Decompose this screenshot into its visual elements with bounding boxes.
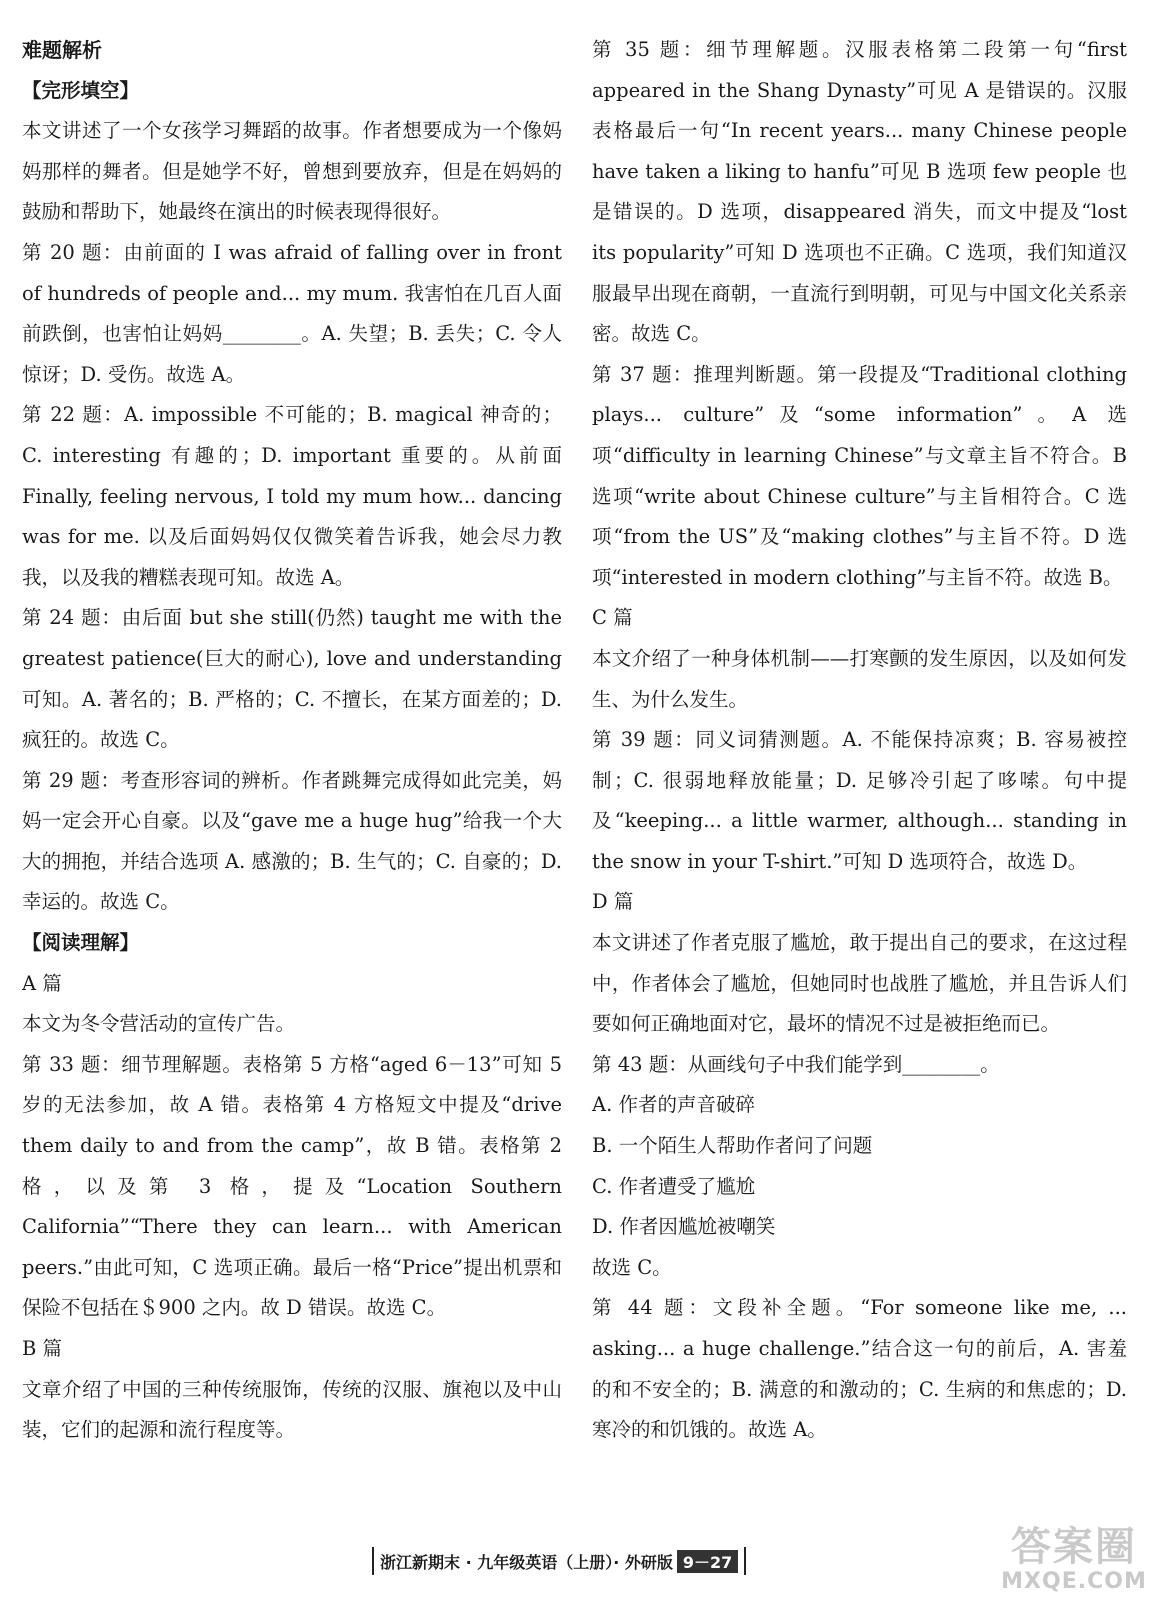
paragraph: B 篇 (22, 1337, 63, 1360)
paragraph: 第 35 题：细节理解题。汉服表格第二段第一句“first appeared in the Shang Dynasty”可见 A 是错误的。汉服表格最后一句“In recent years... many Chinese people have taken a liking to hanfu”可见 B 选项 few people 也是错误的。D 选项，disappeared 消失，而文中提及“lost its popularity”可知 D 选项也不正确。C 选项，我们知道汉服最早出现在商朝，一直流行到明朝，可见与中国文化关系亲密。故选 C。 (592, 38, 1127, 346)
paragraph: 文章介绍了中国的三种传统服饰，传统的汉服、旗袍以及中山装，它们的起源和流行程度等。 (22, 1377, 562, 1442)
paragraph: 第 20 题：由前面的 I was afraid of falling over in front of hundreds of people and... my mum. 我害怕在几百人面前跌倒，也害怕让妈妈________。A. 失望；B. 丢失；C. 令人惊讶；D. 受伤。故选 A。 (22, 240, 562, 386)
paragraph: C 篇 (592, 606, 633, 630)
paragraph: 第 22 题：A. impossible 不可能的；B. magical 神奇的；C. interesting 有趣的；D. important 重要的。从前面 Finally, feeling nervous, I told my mum how... dancing was for me. 以及后面妈妈仅仅微笑着告诉我，她会尽力教我，以及我的糟糕表现可知。故选 A。 (22, 403, 562, 589)
page-number: 9－27 (677, 1550, 738, 1573)
page-footer (372, 1547, 746, 1575)
paragraph: D 篇 (592, 890, 634, 914)
paragraph: 第 43 题：从画线句子中我们能学到________。 (592, 1052, 1000, 1076)
page-heading: 难题解析 (22, 38, 102, 62)
paragraph: 第 24 题：由后面 but she still(仍然) taught me with the greatest patience(巨大的耐心), love and understanding 可知。A. 著名的；B. 严格的；C. 不擅长，在某方面差的；D. 疯狂的。故选 C。 (22, 606, 562, 752)
paragraph: A 篇 (22, 971, 62, 995)
paragraph: D. 作者因尴尬被嘲笑 (592, 1215, 776, 1239)
left-column (22, 30, 562, 1451)
paragraph: 第 37 题：推理判断题。第一段提及“Traditional clothing plays... culture”及“some information”。A 选项“difficulty in learning Chinese”与文章主旨不符合。B 选项“write about Chinese culture”与主旨相符合。C 选项“from the US”及“making clothes”与主旨不符。D 选项“interested in modern clothing”与主旨不符。故选 B。 (592, 362, 1127, 589)
paragraph: 第 33 题：细节理解题。表格第 5 方格“aged 6－13”可知 5 岁的无法参加，故 A 错。表格第 4 方格短文中提及“drive them daily to and from the camp”，故 B 错。表格第 2 格，以及第 3 格，提及“Location Southern California”“There they can learn... with American peers.”由此可知，C 选项正确。最后一格“Price”提出机票和保险不包括在＄900 之内。故 D 错误。故选 C。 (22, 1052, 562, 1320)
paragraph: 本文介绍了一种身体机制——打寒颤的发生原因，以及如何发生、为什么发生。 (592, 646, 1127, 711)
paragraph: C. 作者遭受了尴尬 (592, 1174, 756, 1198)
section-heading: 【阅读理解】 (22, 931, 140, 955)
paragraph: 第 44 题：文段补全题。“For someone like me, ... asking... a huge challenge.”结合这一句的前后，A. 害羞的和不安全的；B. 满意的和激动的；C. 生病的和焦虑的；D. 寒冷的和饥饿的。故选 A。 (592, 1296, 1127, 1442)
paragraph: 本文讲述了作者克服了尴尬，敢于提出自己的要求，在这过程中，作者体会了尴尬，但她同时也战胜了尴尬，并且告诉人们要如何正确地面对它，最坏的情况不过是被拒绝而已。 (592, 931, 1127, 1036)
watermark-logo: 答案圈 (1011, 1524, 1137, 1570)
right-column (592, 30, 1127, 1451)
footer-title: 浙江新期末 · 九年级英语（上册）· 外研版 (380, 1552, 673, 1572)
section-heading: 【完形填空】 (22, 78, 140, 102)
watermark (994, 1525, 1154, 1594)
paragraph: A. 作者的声音破碎 (592, 1093, 755, 1117)
paragraph: 本文为冬令营活动的宣传广告。 (22, 1012, 296, 1036)
paragraph: 第 29 题：考查形容词的辨析。作者跳舞完成得如此完美，妈妈一定会开心自豪。以及“gave me a huge hug”给我一个大大的拥抱，并结合选项 A. 感激的；B. 生气的；C. 自豪的；D. 幸运的。故选 C。 (22, 768, 562, 914)
paragraph: 本文讲述了一个女孩学习舞蹈的故事。作者想要成为一个像妈妈那样的舞者。但是她学不好，曾想到要放弃，但是在妈妈的鼓励和帮助下，她最终在演出的时候表现得很好。 (22, 119, 562, 224)
paragraph: B. 一个陌生人帮助作者问了问题 (592, 1134, 873, 1158)
watermark-url: MXQE.COM (1001, 1569, 1147, 1594)
paragraph: 第 39 题：同义词猜测题。A. 不能保持凉爽；B. 容易被控制；C. 很弱地释放能量；D. 足够冷引起了哆嗦。句中提及“keeping... a little warmer, although... standing in the snow in your T-shirt.”可知 D 选项符合，故选 D。 (592, 728, 1127, 873)
paragraph: 故选 C。 (592, 1255, 672, 1279)
